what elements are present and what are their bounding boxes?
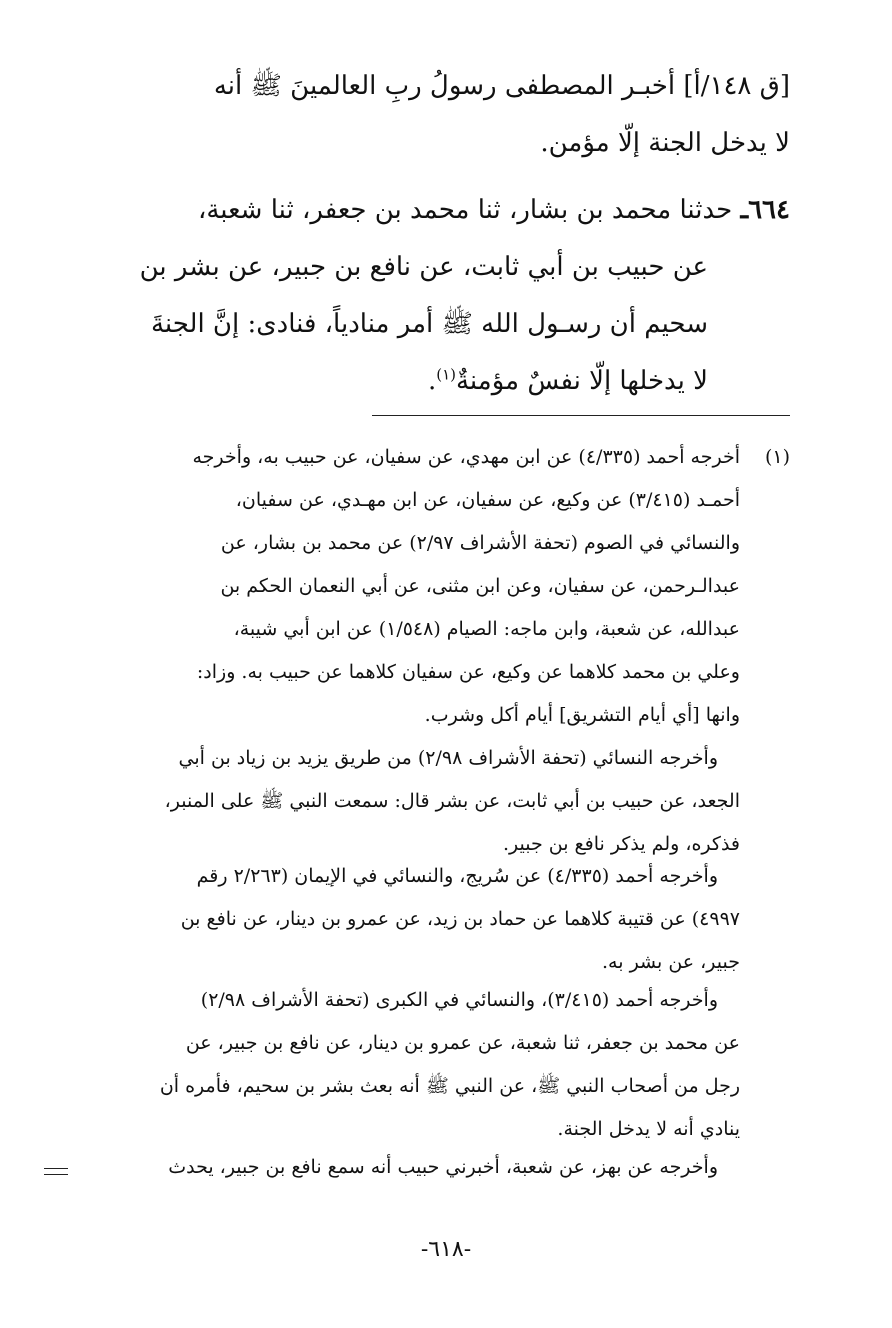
footnote-paragraph-2 bbox=[78, 737, 790, 866]
footnote-line: وانها [أي أيام التشريق] أيام أكل وشرب. bbox=[424, 704, 740, 726]
footnote-number: (١) bbox=[764, 446, 790, 468]
main-line: عن حبيب بن أبي ثابت، عن نافع بن جبير، عن بشر بن bbox=[139, 252, 708, 282]
main-line: حدثنا محمد بن بشار، ثنا محمد بن جعفر، ثنا شعبة، bbox=[197, 195, 733, 225]
footnote-separator bbox=[372, 415, 790, 416]
footnote-paragraph-5 bbox=[78, 1146, 790, 1189]
main-text bbox=[78, 58, 790, 172]
footnote-line: أحمـد (٣/٤١٥) عن وكيع، عن سفيان، عن ابن مهـدي، عن سفيان، bbox=[235, 489, 740, 511]
footnote-line: وأخرجه أحمد (٣/٤١٥)، والنسائي في الكبرى (تحفة الأشراف ٢/٩٨) bbox=[200, 989, 718, 1011]
footnote-1 bbox=[78, 436, 790, 737]
main-line: لا يدخلها إلّا نفسٌ مؤمنةٌ bbox=[455, 366, 708, 396]
page-number: -٦١٨- bbox=[420, 1237, 472, 1262]
footnote-line: أخرجه أحمد (٤/٣٣٥) عن ابن مهدي، عن سفيان، عن حبيب به، وأخرجه bbox=[192, 446, 740, 468]
main-line-last bbox=[78, 353, 790, 410]
footnote-line: عن محمد بن جعفر، ثنا شعبة، عن عمرو بن دينار، عن نافع بن جبير، عن bbox=[185, 1032, 740, 1054]
footnote-reference[interactable]: (١) bbox=[436, 365, 456, 384]
main-line: سحيم أن رسـول الله ﷺ أمر منادياً، فنادى: إنَّ الجنةَ bbox=[150, 309, 708, 339]
hadith-first-line bbox=[78, 182, 790, 239]
footnote-line: الجعد، عن حبيب بن أبي ثابت، عن بشر قال: سمعت النبي ﷺ على المنبر، bbox=[164, 790, 740, 812]
hadith-number: ٦٦٤ـ bbox=[740, 195, 790, 225]
footnote-line: وأخرجه النسائي (تحفة الأشراف ٢/٩٨) من طريق يزيد بن زياد بن أبي bbox=[178, 747, 718, 769]
footnote-line: جبير، عن بشر به. bbox=[602, 951, 740, 973]
sentence-end: . bbox=[427, 366, 437, 396]
main-line: [ق ١٤٨/أ] أخبـر المصطفى رسولُ ربِ العالمينَ ﷺ أنه bbox=[213, 71, 790, 101]
footnote-line: ٤٩٩٧) عن قتيبة كلاهما عن حماد بن زيد، عن عمرو بن دينار، عن نافع بن bbox=[180, 908, 740, 930]
footnote-line: فذكره، ولم يذكر نافع بن جبير. bbox=[502, 833, 740, 855]
footnote-line: والنسائي في الصوم (تحفة الأشراف ٢/٩٧) عن محمد بن بشار، عن bbox=[220, 532, 740, 554]
footnote-line: عبدالله، عن شعبة، وابن ماجه: الصيام (١/٥٤٨) عن ابن أبي شيبة، bbox=[233, 618, 740, 640]
footnote-line: وأخرجه أحمد (٤/٣٣٥) عن سُريج، والنسائي في الإيمان (٢/٢٦٣ رقم bbox=[196, 865, 718, 887]
hadith-664 bbox=[78, 182, 790, 410]
footnote-line: ينادي أنه لا يدخل الجنة. bbox=[557, 1118, 740, 1140]
continuation-mark bbox=[44, 1168, 68, 1180]
footnote-line: عبدالـرحمن، عن سفيان، وعن ابن مثنى، عن أبي النعمان الحكم بن bbox=[220, 575, 740, 597]
footnote-line: وعلي بن محمد كلاهما عن وكيع، عن سفيان كلاهما عن حبيب به. وزاد: bbox=[196, 661, 740, 683]
footnote-line: وأخرجه عن بهز، عن شعبة، أخبرني حبيب أنه سمع نافع بن جبير، يحدث bbox=[168, 1156, 718, 1178]
main-line: لا يدخل الجنة إلّا مؤمن. bbox=[540, 128, 790, 158]
footnote-line: رجل من أصحاب النبي ﷺ، عن النبي ﷺ أنه بعث بشر بن سحيم، فأمره أن bbox=[159, 1075, 740, 1097]
footnote-paragraph-4 bbox=[78, 979, 790, 1151]
footnote-paragraph-3 bbox=[78, 855, 790, 984]
